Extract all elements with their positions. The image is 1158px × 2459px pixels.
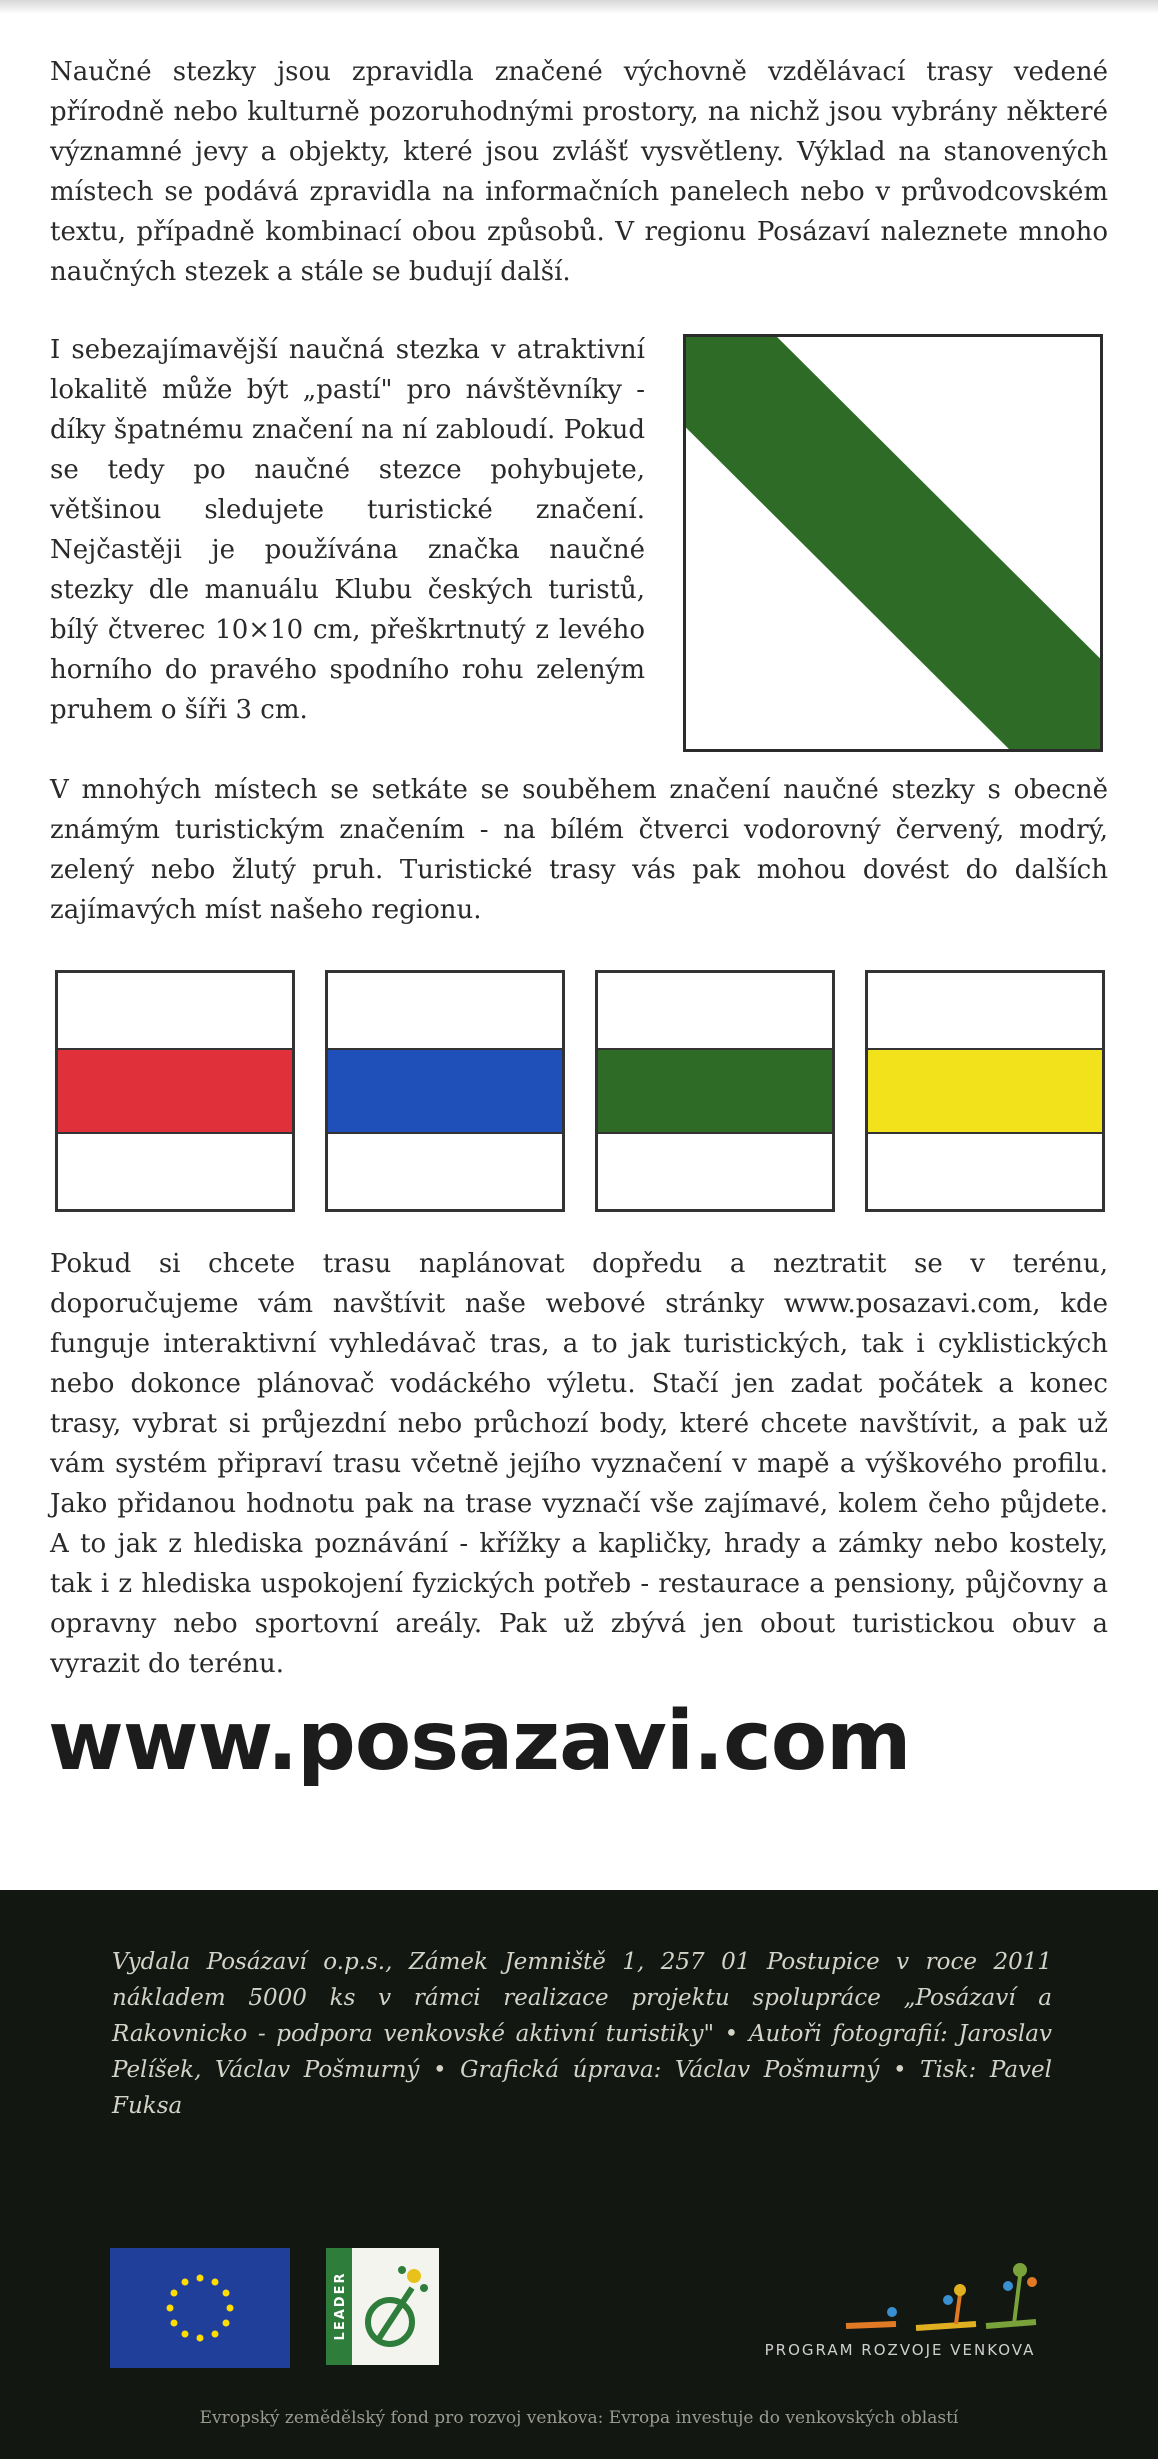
trail-marker-yellow — [865, 970, 1105, 1212]
leader-emblem-icon — [326, 2248, 439, 2365]
nature-trail-sign-graphic — [686, 337, 1100, 749]
program-label: PROGRAM ROZVOJE VENKOVA — [764, 2341, 1036, 2359]
trail-marker-blue — [325, 970, 565, 1212]
marker-stripe-green — [598, 1050, 832, 1132]
imprint-text: Vydala Posázaví o.p.s., Zámek Jemniště 1, 257 01 Postupice v roce 2011 nákladem 5000 ks v rámci realizace projektu spolupráce „Posázaví a Rakovnicko - podpora venkovské aktivní turistiky" • Autoři fotografií: Jaroslav Pelíšek, Václav Pošmurný • Grafická úprava: Václav Pošmurný • Tisk: Pavel Fuksa — [112, 1949, 1052, 2119]
leader-logo — [326, 2248, 439, 2365]
marker-stripe-yellow — [868, 1050, 1102, 1132]
eu-flag-logo — [110, 2248, 290, 2368]
svg-text:LEADER: LEADER — [333, 2271, 348, 2341]
nature-trail-sign — [683, 334, 1103, 752]
program-rozvoje-venkova-icon — [836, 2246, 1056, 2356]
combined-marking-paragraph: V mnohých místech se setkáte se souběhem značení naučné stezky s obecně známým turistickým značením - na bílém čtverci vodorovný červený, modrý, zelený nebo žlutý pruh. Turistické trasy vás pak mohou dovést do dalších zajímavých míst našeho regionu. — [50, 775, 1108, 925]
marker-stripe-red — [58, 1050, 292, 1132]
footer — [0, 1890, 1158, 2459]
fund-text: Evropský zemědělský fond pro rozvoj venkova: Evropa investuje do venkovských oblastí — [199, 2408, 959, 2428]
website-url[interactable]: www.posazavi.com — [48, 1694, 911, 1789]
intro-paragraph: Naučné stezky jsou zpravidla značené výchovně vzdělávací trasy vedené přírodně nebo kulturně pozoruhodnými prostory, na nichž jsou vybrány některé významné jevy a objekty, které jsou zvlášť vysvětleny. Výklad na stanovených místech se podává zpravidla na informačních panelech nebo v průvodcovském textu, případně kombinací obou způsobů. V regionu Posázaví naleznete mnoho naučných stezek a stále se budují další. — [50, 57, 1108, 287]
sign-description-paragraph: I sebezajímavější naučná stezka v atraktivní lokalitě může být „pastí" pro návštěvníky - díky špatnému značení na ní zabloudí. Pokud se tedy po naučné stezce pohybujete, většinou sledujete turistické značení. Nejčastěji je používána značka naučné stezky dle manuálu Klubu českých turistů, bílý čtverec 10×10 cm, přeškrtnutý z levého horního do pravého spodního rohu zeleným pruhem o šíři 3 cm. — [50, 335, 645, 725]
eu-stars-icon — [110, 2248, 290, 2368]
trail-marker-red — [55, 970, 295, 1212]
planning-paragraph: Pokud si chcete trasu naplánovat dopředu a neztratit se v terénu, doporučujeme vám navštívit naše webové stránky www.posazavi.com, kde funguje interaktivní vyhledávač tras, a to jak turistických, tak i cyklistických nebo dokonce plánovač vodáckého výletu. Stačí jen zadat počátek a konec trasy, vybrat si průjezdní nebo průchozí body, které chcete navštívit, a pak už vám systém připraví trasu včetně jejího vyznačení v mapě a výškového profilu. Jako přidanou hodnotu pak na trase vyznačí vše zajímavé, kolem čeho půjdete. A to jak z hlediska poznávání - křížky a kapličky, hrady a zámky nebo kostely, tak i z hlediska uspokojení fyzických potřeb - restaurace a pensiony, půjčovny a opravny nebo sportovní areály. Pak už zbývá jen obout turistickou obuv a vyrazit do terénu. — [50, 1249, 1108, 1679]
marker-stripe-blue — [328, 1050, 562, 1132]
trail-marker-green — [595, 970, 835, 1212]
sign-diagonal-stripe — [686, 337, 1100, 749]
scan-edge-shadow — [0, 0, 1158, 14]
